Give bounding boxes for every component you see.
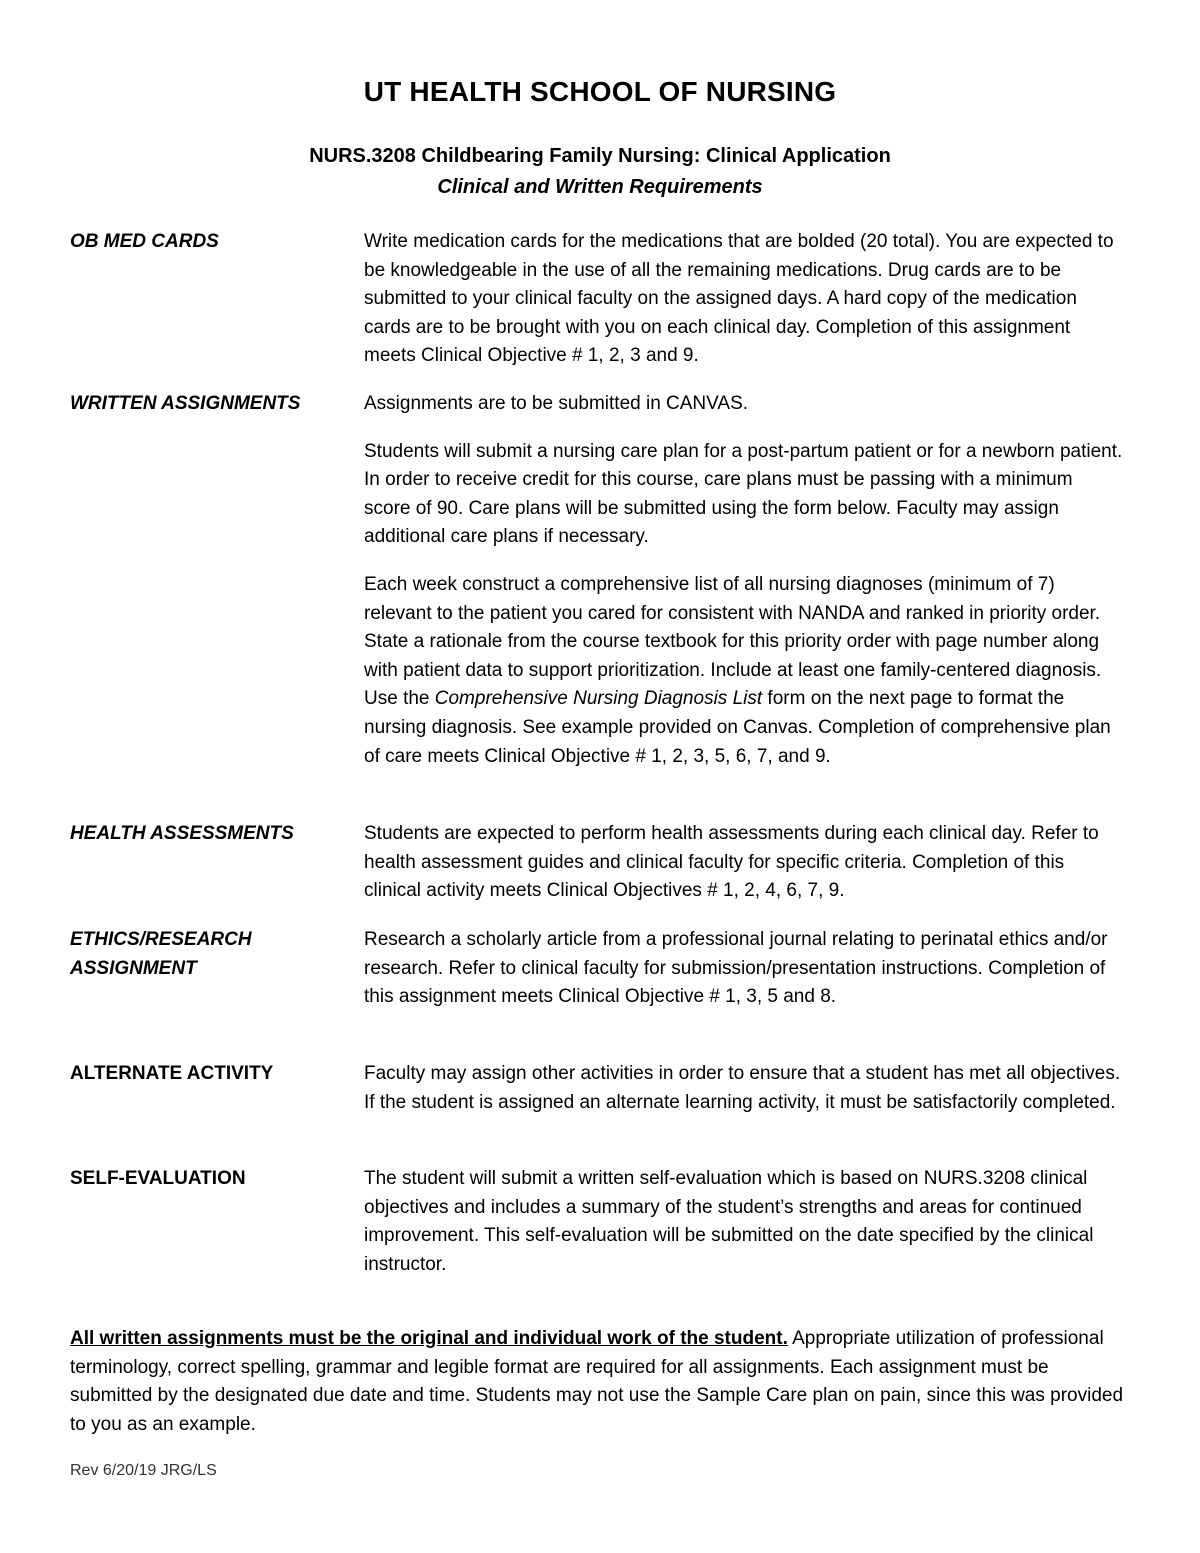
ethics-research-text	[364, 926, 1124, 1012]
course-title: NURS.3208 Childbearing Family Nursing: Clinical Application	[309, 145, 891, 167]
written-assignments-label: WRITTEN ASSIGNMENTS	[70, 393, 301, 414]
self-evaluation-text	[364, 1165, 1124, 1279]
written-p3-a: Each week construct a comprehensive list of all nursing diagnoses (minimum of 7) relevant to the patient you cared for consistent with NANDA and ranked in priority order. State a rationale from the course textbook for this priority order with page number along with patient data to support prioritization. Include at least one family-centered diagnosis. Use the	[364, 573, 1102, 710]
ethics-paragraph: Research a scholarly article from a professional journal relating to perinatal ethics and/or research. Refer to clinical faculty for submission/presentation instructions. Completion of this assignment meets Clinical Objective # 1, 3, 5 and 8.	[364, 929, 1108, 1008]
alternate-activity-label: ALTERNATE ACTIVITY	[70, 1063, 274, 1084]
health-paragraph: Students are expected to perform health assessments during each clinical day. Refer to health assessment guides and clinical faculty for specific criteria. Completion of this clinical activity meets Clinical Objectives # 1, 2, 4, 6, 7, 9.	[364, 823, 1099, 902]
med-cards-text	[364, 228, 1124, 371]
alternate-activity-text	[364, 1060, 1124, 1117]
written-p3-form-name: Comprehensive Nursing Diagnosis List	[434, 688, 763, 710]
written-p2: Students will submit a nursing care plan for a post-partum patient or for a newborn patient. In order to receive credit for this course, care plans must be passing with a minimum score of 90. Care plans will be submitted using the form below. Faculty may assign additional care plans if necessary.	[364, 440, 1123, 548]
ethics-research-label: ETHICS/RESEARCH ASSIGNMENT	[70, 929, 252, 979]
written-assignments-text	[364, 390, 1124, 771]
med-cards-paragraph: Write medication cards for the medications that are bolded (20 total). You are expected to be knowledgeable in the use of all the remaining medications. Drug cards are to be submitted to your clinical faculty on the assigned days. A hard copy of the medication cards are to be brought with you on each clinical day. Completion of this assignment meets Clinical Objective # 1, 2, 3 and 9.	[364, 231, 1114, 367]
page-subtitle: Clinical and Written Requirements	[437, 176, 763, 198]
written-p3	[364, 571, 1124, 771]
revision-note: Rev 6/20/19 JRG/LS	[70, 1462, 217, 1479]
self-eval-paragraph: The student will submit a written self-evaluation which is based on NURS.3208 clinical objectives and includes a summary of the student’s strengths and areas for continued improvement. This self-evaluation will be submitted on the date specified by the clinical instructor.	[364, 1168, 1094, 1275]
health-assessments-text	[364, 820, 1124, 906]
alternate-paragraph: Faculty may assign other activities in order to ensure that a student has met all objectives. If the student is assigned an alternate learning activity, it must be satisfactorily completed.	[364, 1063, 1121, 1113]
integrity-emphasis: All written assignments must be the original and individual work of the student.	[70, 1328, 788, 1349]
self-evaluation-label: SELF-EVALUATION	[70, 1168, 246, 1189]
written-p1: Assignments are to be submitted in CANVAS.	[364, 393, 749, 414]
written-p3-b: form on the next page to format the nursing diagnosis. See example provided on Canvas. Completion of comprehensive plan of care meets Clinical Objective # 1, 2, 3, 5, 6, 7, and 9.	[364, 688, 1111, 767]
page-title: UT HEALTH SCHOOL OF NURSING	[363, 76, 837, 107]
integrity-statement	[70, 1325, 1130, 1439]
health-assessments-label: HEALTH ASSESSMENTS	[70, 823, 294, 844]
med-cards-label: OB MED CARDS	[70, 231, 219, 252]
integrity-rest: Appropriate utilization of professional terminology, correct spelling, grammar and legible format are required for all assignments. Each assignment must be submitted by the designated due date and time. Students may not use the Sample Care plan on pain, since this was provided to you as an example.	[70, 1328, 1124, 1435]
